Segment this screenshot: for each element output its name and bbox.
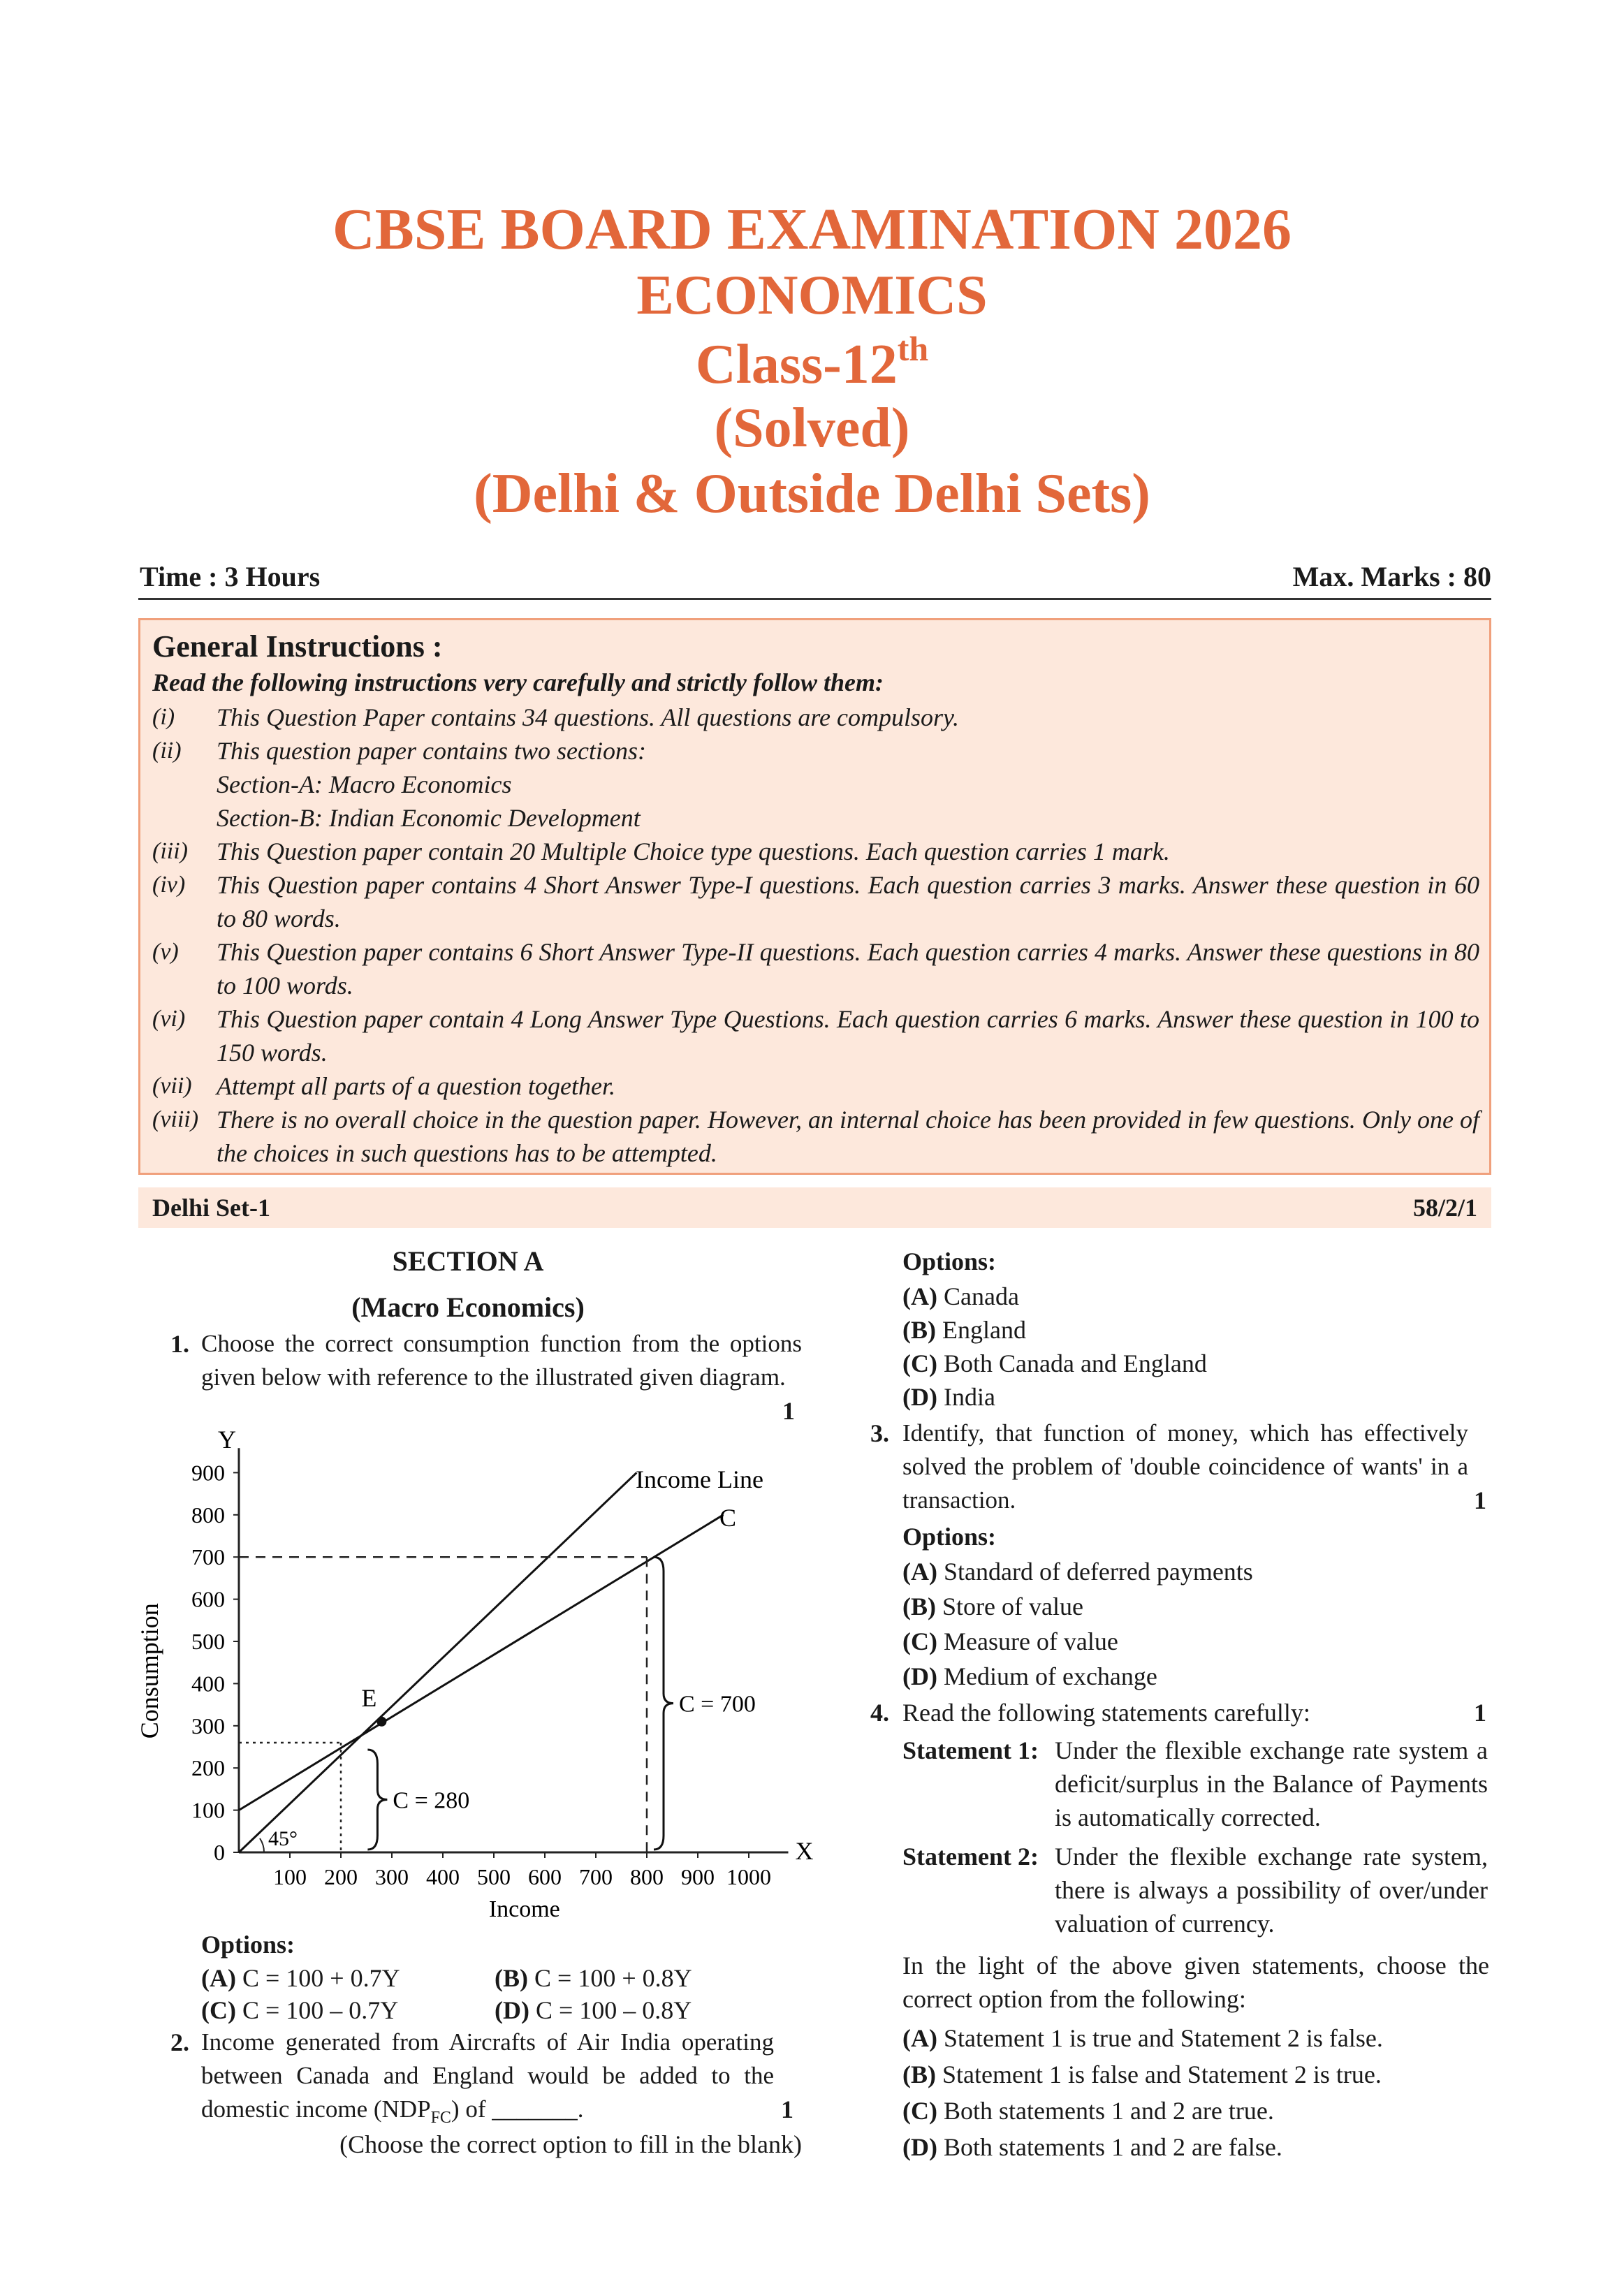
angle-arc	[260, 1838, 264, 1852]
subject-title: ECONOMICS	[636, 265, 988, 326]
y-tick-label: 900	[191, 1460, 225, 1486]
brace-high	[654, 1557, 673, 1850]
instruction-num: (iii)	[152, 838, 188, 864]
point-e-label: E	[361, 1683, 377, 1712]
y-tick-label: 700	[191, 1544, 225, 1570]
instruction-num: (v)	[152, 939, 179, 965]
q1-marks: 1	[782, 1397, 795, 1425]
y-tick-label: 200	[191, 1755, 225, 1781]
q4-statement2-label: Statement 2:	[902, 1843, 1039, 1871]
q2-option-c	[902, 1347, 1207, 1380]
instruction-item	[152, 1002, 1479, 1069]
angle-label: 45°	[268, 1827, 298, 1850]
option-text: England	[942, 1316, 1026, 1344]
x-tick-label: 300	[375, 1864, 409, 1889]
option-key: (A)	[902, 1282, 937, 1310]
consumption-chart	[133, 1418, 817, 1935]
q1-option-b	[495, 1961, 692, 1995]
q2-instruction: (Choose the correct option to fill in the blank)	[339, 2130, 802, 2158]
q2-text-part2: ) of _______.	[451, 2095, 584, 2123]
option-key: (A)	[902, 1558, 937, 1586]
set-code: 58/2/1	[1412, 1194, 1477, 1222]
option-text: Both Canada and England	[943, 1349, 1207, 1377]
q3-option-b	[902, 1590, 1083, 1623]
x-tick-label: 900	[681, 1864, 715, 1889]
class-title-sup: th	[897, 329, 929, 368]
q1-text: Choose the correct consumption function from the options given below with reference to the illustrated given diagram.	[201, 1330, 802, 1391]
option-key: (D)	[495, 1996, 529, 2024]
instruction-text: Section-A: Macro Economics	[217, 770, 512, 798]
x-tick-label: 800	[630, 1864, 664, 1889]
instruction-item	[152, 768, 1479, 801]
consumption-line	[239, 1515, 724, 1810]
instruction-text: Section-B: Indian Economic Development	[217, 804, 641, 832]
option-text: Standard of deferred payments	[943, 1558, 1253, 1586]
q3-option-c	[902, 1625, 1118, 1658]
instruction-text: Attempt all parts of a question together.	[217, 1072, 615, 1100]
header-rule	[138, 598, 1491, 600]
class-title-base: Class-12	[695, 334, 898, 395]
instruction-num: (iv)	[152, 872, 186, 898]
instruction-item	[152, 935, 1479, 1002]
instruction-text: This Question paper contains 4 Short Answer Type-I questions. Each question carries 3 marks. Answer these question in 60 to 80 words.	[217, 871, 1479, 932]
instruction-item	[152, 835, 1479, 868]
instruction-text: There is no overall choice in the question paper. However, an internal choice has been provided in few questions. Only one of the choices in such questions has to be attempted.	[217, 1106, 1479, 1167]
x-axis-letter: X	[795, 1837, 814, 1865]
q4-prompt: In the light of the above given statements, choose the correct option from the following:	[902, 1952, 1489, 2013]
y-axis-label: Consumption	[136, 1603, 163, 1739]
option-text: C = 100 – 0.7Y	[242, 1996, 399, 2024]
consumption-line-label: C	[719, 1504, 737, 1532]
option-text: Measure of value	[943, 1627, 1118, 1655]
q2-option-b	[902, 1313, 1026, 1347]
instruction-text: This Question paper contains 6 Short Answer Type-II questions. Each question carries 4 marks. Answer these questions in 80 to 100 words.	[217, 938, 1479, 1000]
q2-text	[201, 2026, 774, 2135]
option-text: Statement 1 is true and Statement 2 is false.	[943, 2024, 1383, 2052]
option-text: Store of value	[942, 1593, 1083, 1620]
option-text: C = 100 + 0.8Y	[534, 1964, 692, 1992]
q4-number: 4.	[870, 1699, 889, 1727]
point-e	[376, 1717, 386, 1727]
q4-statement2-text: Under the flexible exchange rate system, there is always a possibility of over/under valuation of currency.	[1055, 1843, 1488, 1938]
option-key: (C)	[201, 1996, 236, 2024]
option-key: (B)	[902, 1316, 936, 1344]
q3-number: 3.	[870, 1419, 889, 1447]
option-key: (D)	[902, 2133, 937, 2161]
instruction-text: This Question Paper contains 34 questions. All questions are compulsory.	[217, 703, 959, 731]
instruction-text: This Question paper contain 20 Multiple Choice type questions. Each question carries 1 mark.	[217, 837, 1170, 865]
option-text: India	[943, 1383, 995, 1411]
option-text: Both statements 1 and 2 are false.	[943, 2133, 1282, 2161]
instruction-item	[152, 801, 1479, 835]
instruction-num: (ii)	[152, 738, 182, 763]
q2-subscript: FC	[430, 2109, 451, 2127]
y-axis-letter: Y	[218, 1426, 236, 1454]
option-key: (C)	[902, 2097, 937, 2125]
option-key: (B)	[902, 1593, 936, 1620]
y-tick-label: 400	[191, 1671, 225, 1697]
q1-option-a	[201, 1961, 400, 1995]
q4-option-b	[902, 2058, 1382, 2091]
y-tick-label: 600	[191, 1586, 225, 1612]
q4-marks: 1	[1474, 1699, 1486, 1727]
x-tick-label: 200	[324, 1864, 358, 1889]
brace-high-label: C = 700	[679, 1691, 756, 1718]
option-text: Both statements 1 and 2 are true.	[943, 2097, 1274, 2125]
q4-text: Read the following statements carefully:	[902, 1699, 1310, 1727]
q4-statement1-text: Under the flexible exchange rate system a deficit/surplus in the Balance of Payments is automatically corrected.	[1055, 1736, 1488, 1831]
q2-option-d	[902, 1380, 995, 1414]
q1-option-d	[495, 1993, 692, 2027]
option-key: (C)	[902, 1349, 937, 1377]
instruction-item	[152, 701, 1479, 734]
option-text: Canada	[943, 1282, 1019, 1310]
option-text: C = 100 – 0.8Y	[535, 1996, 692, 2024]
q2-text-part1: Income generated from Aircrafts of Air India operating between Canada and England would be added to the domestic income (NDP	[201, 2028, 774, 2123]
x-tick-label: 400	[426, 1864, 460, 1889]
option-text: C = 100 + 0.7Y	[242, 1964, 400, 1992]
x-tick-label: 600	[528, 1864, 562, 1889]
q4-statement1-label: Statement 1:	[902, 1736, 1039, 1764]
option-key: (A)	[201, 1964, 236, 1992]
y-tick-label: 800	[191, 1502, 225, 1528]
page-title: CBSE BOARD EXAMINATION 2026	[332, 197, 1292, 262]
instruction-num: (viii)	[152, 1106, 199, 1132]
q1-options-label: Options:	[201, 1931, 295, 1959]
q2-option-a	[902, 1280, 1019, 1313]
set-bar	[138, 1187, 1491, 1228]
option-text: Statement 1 is false and Statement 2 is true.	[942, 2060, 1382, 2088]
y-tick-label: 500	[191, 1629, 225, 1654]
instruction-num: (i)	[152, 704, 175, 730]
section-subtitle: (Macro Economics)	[351, 1291, 585, 1323]
y-tick-label: 0	[214, 1840, 225, 1865]
q2-options-label: Options:	[902, 1247, 997, 1275]
brace-low-label: C = 280	[393, 1787, 470, 1814]
x-tick-label: 700	[579, 1864, 613, 1889]
option-text: Medium of exchange	[943, 1662, 1157, 1690]
q2-marks: 1	[781, 2095, 793, 2123]
x-axis-label: Income	[488, 1896, 560, 1922]
instruction-text: This Question paper contain 4 Long Answer Type Questions. Each question carries 6 marks. Answer these question in 100 to 150 words.	[217, 1005, 1479, 1067]
instruction-item	[152, 868, 1479, 935]
q4-option-c	[902, 2094, 1274, 2128]
instruction-item	[152, 1069, 1479, 1103]
q2-number: 2.	[170, 2028, 189, 2056]
instruction-text: This question paper contains two sections:	[217, 737, 646, 765]
y-tick-label: 100	[191, 1797, 225, 1823]
sets-title: (Delhi & Outside Delhi Sets)	[474, 463, 1150, 525]
q1-option-c	[201, 1993, 398, 2027]
max-marks-label: Max. Marks : 80	[1292, 561, 1491, 592]
instruction-item	[152, 1103, 1479, 1170]
brace-low	[367, 1750, 387, 1850]
q3-option-d	[902, 1660, 1157, 1693]
q1-number: 1.	[170, 1330, 189, 1358]
solved-title: (Solved)	[714, 397, 910, 459]
option-key: (C)	[902, 1627, 937, 1655]
option-key: (D)	[902, 1662, 937, 1690]
instructions-subheading: Read the following instructions very carefully and strictly follow them:	[152, 668, 884, 696]
option-key: (B)	[902, 2060, 936, 2088]
q3-option-a	[902, 1555, 1253, 1588]
class-title	[0, 328, 1624, 397]
section-title: SECTION A	[392, 1245, 544, 1277]
q3-options-label: Options:	[902, 1523, 997, 1551]
q3-text: Identify, that function of money, which has effectively solved the problem of 'double coincidence of wants' in a transaction.	[902, 1419, 1468, 1514]
x-tick-label: 1000	[726, 1864, 771, 1889]
income-line-label: Income Line	[636, 1465, 763, 1493]
instruction-num: (vi)	[152, 1006, 186, 1032]
set-name: Delhi Set-1	[152, 1194, 270, 1222]
instruction-num: (vii)	[152, 1073, 192, 1099]
x-tick-label: 500	[477, 1864, 511, 1889]
option-key: (B)	[495, 1964, 528, 1992]
option-key: (D)	[902, 1383, 937, 1411]
time-label: Time : 3 Hours	[140, 561, 321, 592]
y-tick-label: 300	[191, 1713, 225, 1738]
option-key: (A)	[902, 2024, 937, 2052]
instruction-item	[152, 734, 1479, 768]
q4-option-a	[902, 2021, 1383, 2055]
q4-option-d	[902, 2130, 1282, 2164]
chart-layer	[136, 1426, 814, 1922]
x-tick-label: 100	[273, 1864, 307, 1889]
instructions-heading: General Instructions :	[152, 629, 443, 664]
q3-marks: 1	[1474, 1486, 1486, 1514]
